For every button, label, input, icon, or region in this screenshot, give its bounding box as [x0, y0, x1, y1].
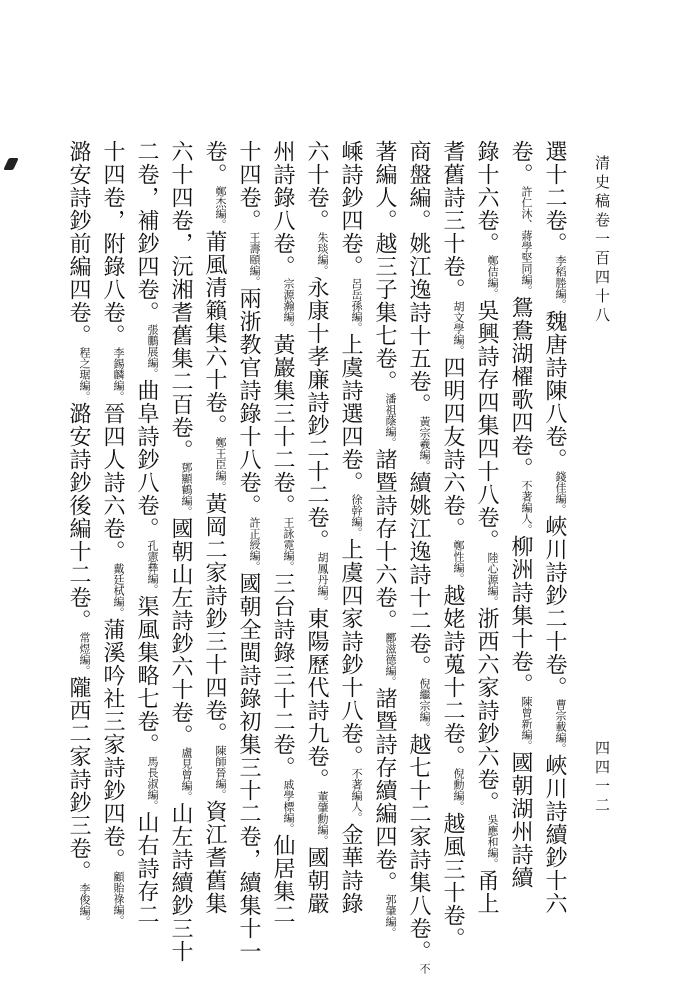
compiler-note: 王詠霓編。 [282, 517, 295, 572]
text-column [508, 140, 541, 889]
compiler-note: 徐幹編。 [350, 494, 363, 538]
compiler-note: 宗源瀚編。 [282, 278, 295, 333]
text-column [66, 140, 99, 927]
compiler-note: 程之琚編。 [78, 347, 91, 402]
compiler-note: 鄭王臣編。 [214, 437, 227, 492]
text-column [100, 140, 133, 926]
compiler-note: 鄭性編。 [452, 540, 465, 584]
title-text: 諸暨詩存續編四卷。 [372, 687, 397, 894]
title-text: 越風三十卷。 [440, 812, 465, 950]
title-text: 越七十二家詩集八卷。 [406, 733, 431, 963]
compiler-note: 王壽頤編。 [248, 232, 261, 287]
text-column [474, 140, 507, 915]
title-text: 州詩錄八卷。 [270, 140, 295, 278]
title-text: 越三子集七卷。 [372, 232, 397, 393]
compiler-note: 倪繼宗編。 [418, 678, 431, 733]
title-text: 吳興詩存四集四十八卷。 [474, 299, 499, 552]
title-text: 晉四人詩六卷。 [100, 402, 125, 563]
compiler-note: 不著編人。 [350, 768, 363, 823]
title-text: 十四卷。 [236, 140, 261, 232]
title-text: 國朝全閩詩錄初集三十二卷，續集十一 [236, 572, 261, 963]
compiler-note: 黃宗羲編。 [418, 416, 431, 471]
text-column [168, 140, 201, 963]
title-text: 蒲溪吟社三家詩鈔四卷。 [100, 618, 125, 871]
title-text: 柳洲詩集十卷。 [508, 535, 533, 696]
compiler-note: 陳曾新編。 [520, 696, 533, 751]
compiler-note: 陸心源編。 [486, 552, 499, 607]
compiler-note: 戚學標編。 [282, 779, 295, 834]
title-text: 三台詩錄三十二卷。 [270, 572, 295, 779]
compiler-note: 鄭佶編。 [486, 255, 499, 299]
text-column [236, 140, 269, 963]
compiler-note: 顧貽祿編。 [112, 871, 125, 926]
compiler-note: 李錫麟編。 [112, 347, 125, 402]
compiler-note: 酈滋德編。 [384, 632, 397, 687]
title-text: 國朝嚴 [304, 846, 329, 915]
title-text: 隴西二家詩鈔三卷。 [66, 676, 91, 883]
running-header-title: 清史稿卷一百四十八 [593, 155, 611, 326]
compiler-note: 董肇勳編。 [316, 791, 329, 846]
compiler-note: 盧見曾編。 [180, 747, 193, 802]
compiler-note: 李俊編。 [78, 883, 91, 927]
title-text: 莆風清籟集六十卷。 [202, 230, 227, 437]
page-number: 四四一二 [593, 740, 611, 816]
title-text: 魏唐詩陳八卷。 [542, 310, 567, 471]
title-text: 渠風集略七卷。 [134, 595, 159, 756]
title-text: 著編人。 [372, 140, 397, 232]
title-text: 峽川詩續鈔十六 [542, 754, 567, 915]
compiler-note: 郭肇編。 [384, 894, 397, 938]
title-text: 嵊詩鈔四卷。 [338, 140, 363, 278]
title-text: 四明四友詩六卷。 [440, 356, 465, 540]
compiler-note: 倪勳編。 [452, 768, 465, 812]
title-text: 黃岡二家詩鈔三十四卷。 [202, 492, 227, 745]
title-text: 山右詩存二 [134, 811, 159, 926]
compiler-note: 戴廷栻編。 [112, 563, 125, 618]
title-text: 金華詩錄 [338, 823, 363, 915]
compiler-note: 常煜編。 [78, 632, 91, 676]
title-text: 浙西六家詩鈔六卷。 [474, 607, 499, 814]
title-text: 國朝湖州詩續 [508, 751, 533, 889]
compiler-note: 張鵬展編。 [146, 324, 159, 379]
title-text: 二卷，補鈔四卷。 [134, 140, 159, 324]
title-text: 六十四卷，沅湘耆舊集二百卷。 [168, 140, 193, 462]
compiler-note: 李稻塍編。 [554, 255, 567, 310]
compiler-note: 陳師晉編。 [214, 745, 227, 800]
title-text: 山左詩續鈔三十 [168, 802, 193, 963]
title-text: 上虞四家詩鈔十八卷。 [338, 538, 363, 768]
compiler-note: 錢佳編。 [554, 471, 567, 515]
compiler-note: 朱琰編。 [316, 232, 329, 276]
title-text: 潞安詩鈔後編十二卷。 [66, 402, 91, 632]
text-column [202, 140, 235, 915]
title-text: 峽川詩鈔二十卷。 [542, 515, 567, 699]
title-text: 永康十孝廉詩鈔二十二卷。 [304, 276, 329, 552]
title-text: 資江耆舊集 [202, 800, 227, 915]
title-text: 黃巖集三十二卷。 [270, 333, 295, 517]
title-text: 商盤編。 [406, 140, 431, 232]
title-text: 國朝山左詩鈔六十卷。 [168, 517, 193, 747]
compiler-note: 曹宗載編。 [554, 699, 567, 754]
title-text: 曲阜詩鈔八卷。 [134, 379, 159, 540]
title-text: 諸暨詩存十六卷。 [372, 448, 397, 632]
title-text: 姚江逸詩十五卷。 [406, 232, 431, 416]
title-text: 甬上 [474, 869, 499, 915]
title-text: 兩浙教官詩錄十八卷。 [236, 287, 261, 517]
compiler-note: 潘祖蔭編。 [384, 393, 397, 448]
compiler-note: 不 [418, 963, 431, 974]
title-text: 卷。 [202, 140, 227, 186]
compiler-note: 呂岳孫編。 [350, 278, 363, 333]
text-column [372, 140, 405, 938]
title-text: 耆舊詩三十卷。 [440, 140, 465, 301]
compiler-note: 鄭杰編。 [214, 186, 227, 230]
title-text: 續姚江逸詩十二卷。 [406, 471, 431, 678]
title-text: 越姥詩蒐十二卷。 [440, 584, 465, 768]
compiler-note: 孔憲彝編。 [146, 540, 159, 595]
title-text: 選十二卷。 [542, 140, 567, 255]
text-column [270, 140, 303, 926]
compiler-note: 馬長淑編。 [146, 756, 159, 811]
compiler-note: 不著編人。 [520, 480, 533, 535]
text-column [406, 140, 439, 974]
title-text: 潞安詩鈔前編四卷。 [66, 140, 91, 347]
title-text: 鴛鴦湖櫂歌四卷。 [508, 296, 533, 480]
title-text: 仙居集二 [270, 834, 295, 926]
text-column [440, 140, 473, 950]
compiler-note: 胡鳳丹編。 [316, 552, 329, 607]
title-text: 六十卷。 [304, 140, 329, 232]
title-text: 卷。 [508, 140, 533, 186]
compiler-note: 鄧顯鶴編。 [180, 462, 193, 517]
compiler-note: 許仁沐、蔣學堅同編。 [520, 186, 533, 296]
title-text: 上虞詩選四卷。 [338, 333, 363, 494]
text-column [304, 140, 337, 915]
text-column [134, 140, 167, 926]
title-text: 十四卷，附錄八卷。 [100, 140, 125, 347]
text-column [338, 140, 371, 915]
title-text: 東陽歷代詩九卷。 [304, 607, 329, 791]
compiler-note: 許正綬編。 [248, 517, 261, 572]
text-column [542, 140, 575, 915]
compiler-note: 胡文學編。 [452, 301, 465, 356]
title-text: 錄十六卷。 [474, 140, 499, 255]
ink-mark [3, 158, 19, 170]
compiler-note: 吳應和編。 [486, 814, 499, 869]
